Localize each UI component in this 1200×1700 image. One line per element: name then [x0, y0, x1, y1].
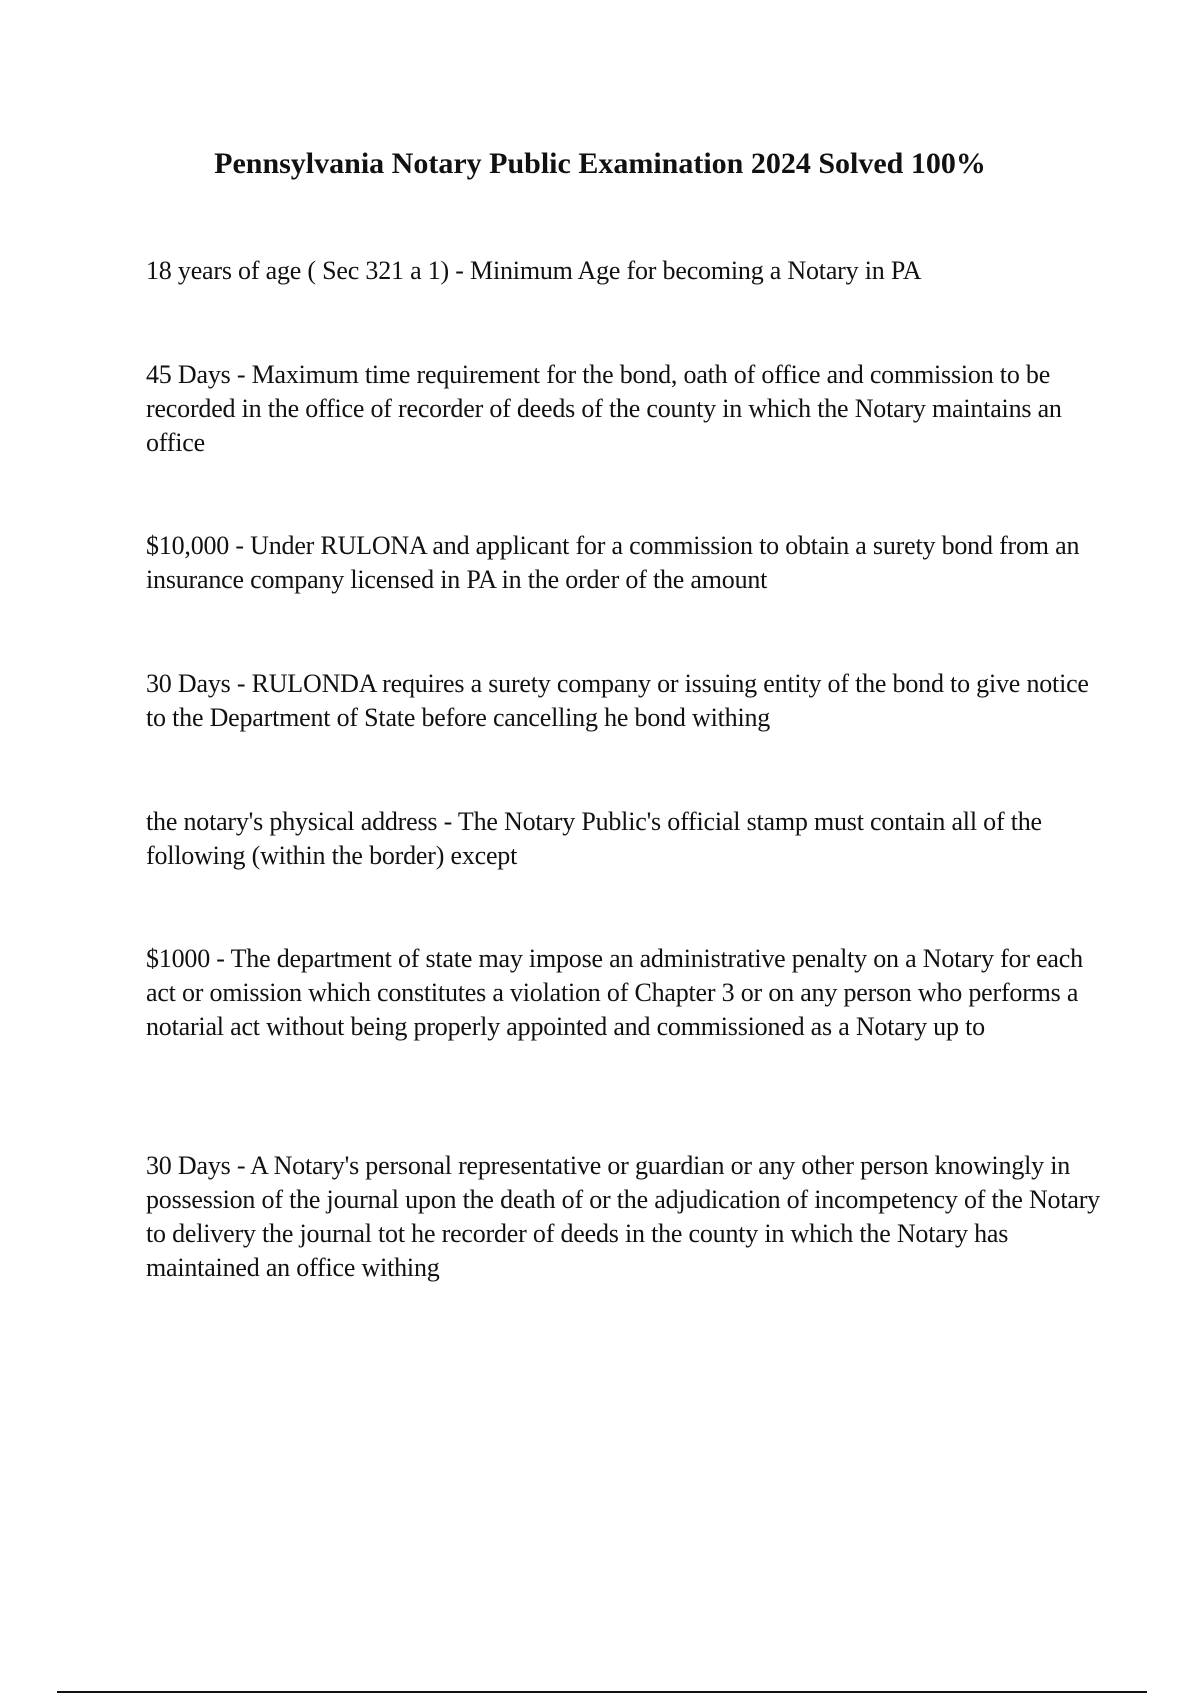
qa-entry: $1000 - The department of state may impose an administrative penalty on a Notary for each act or omission which constitutes a violation of Chapter 3 or on any person who performs a notarial act without being properly appointed and commissioned as a Notary up to	[146, 944, 1083, 1041]
footer-divider	[57, 1691, 1147, 1693]
qa-entry: 18 years of age ( Sec 321 a 1) - Minimum Age for becoming a Notary in PA	[146, 256, 922, 285]
page-title: Pennsylvania Notary Public Examination 2024 Solved 100%	[214, 147, 986, 180]
qa-entry: $10,000 - Under RULONA and applicant for a commission to obtain a surety bond from an insurance company licensed in PA in the order of the amount	[146, 531, 1080, 594]
qa-entry: 30 Days - RULONDA requires a surety company or issuing entity of the bond to give notice to the Department of State before cancelling he bond withing	[146, 669, 1089, 732]
qa-entry: 45 Days - Maximum time requirement for the bond, oath of office and commission to be recorded in the office of recorder of deeds of the county in which the Notary maintains an office	[146, 360, 1062, 457]
qa-entry: 30 Days - A Notary's personal representative or guardian or any other person knowingly in possession of the journal upon the death of or the adjudication of incompetency of the Notary to delivery the journal tot he recorder of deeds in the county in which the Notary has maintained an office withing	[146, 1151, 1100, 1282]
qa-entry: the notary's physical address - The Notary Public's official stamp must contain all of the following (within the border) except	[146, 807, 1042, 870]
